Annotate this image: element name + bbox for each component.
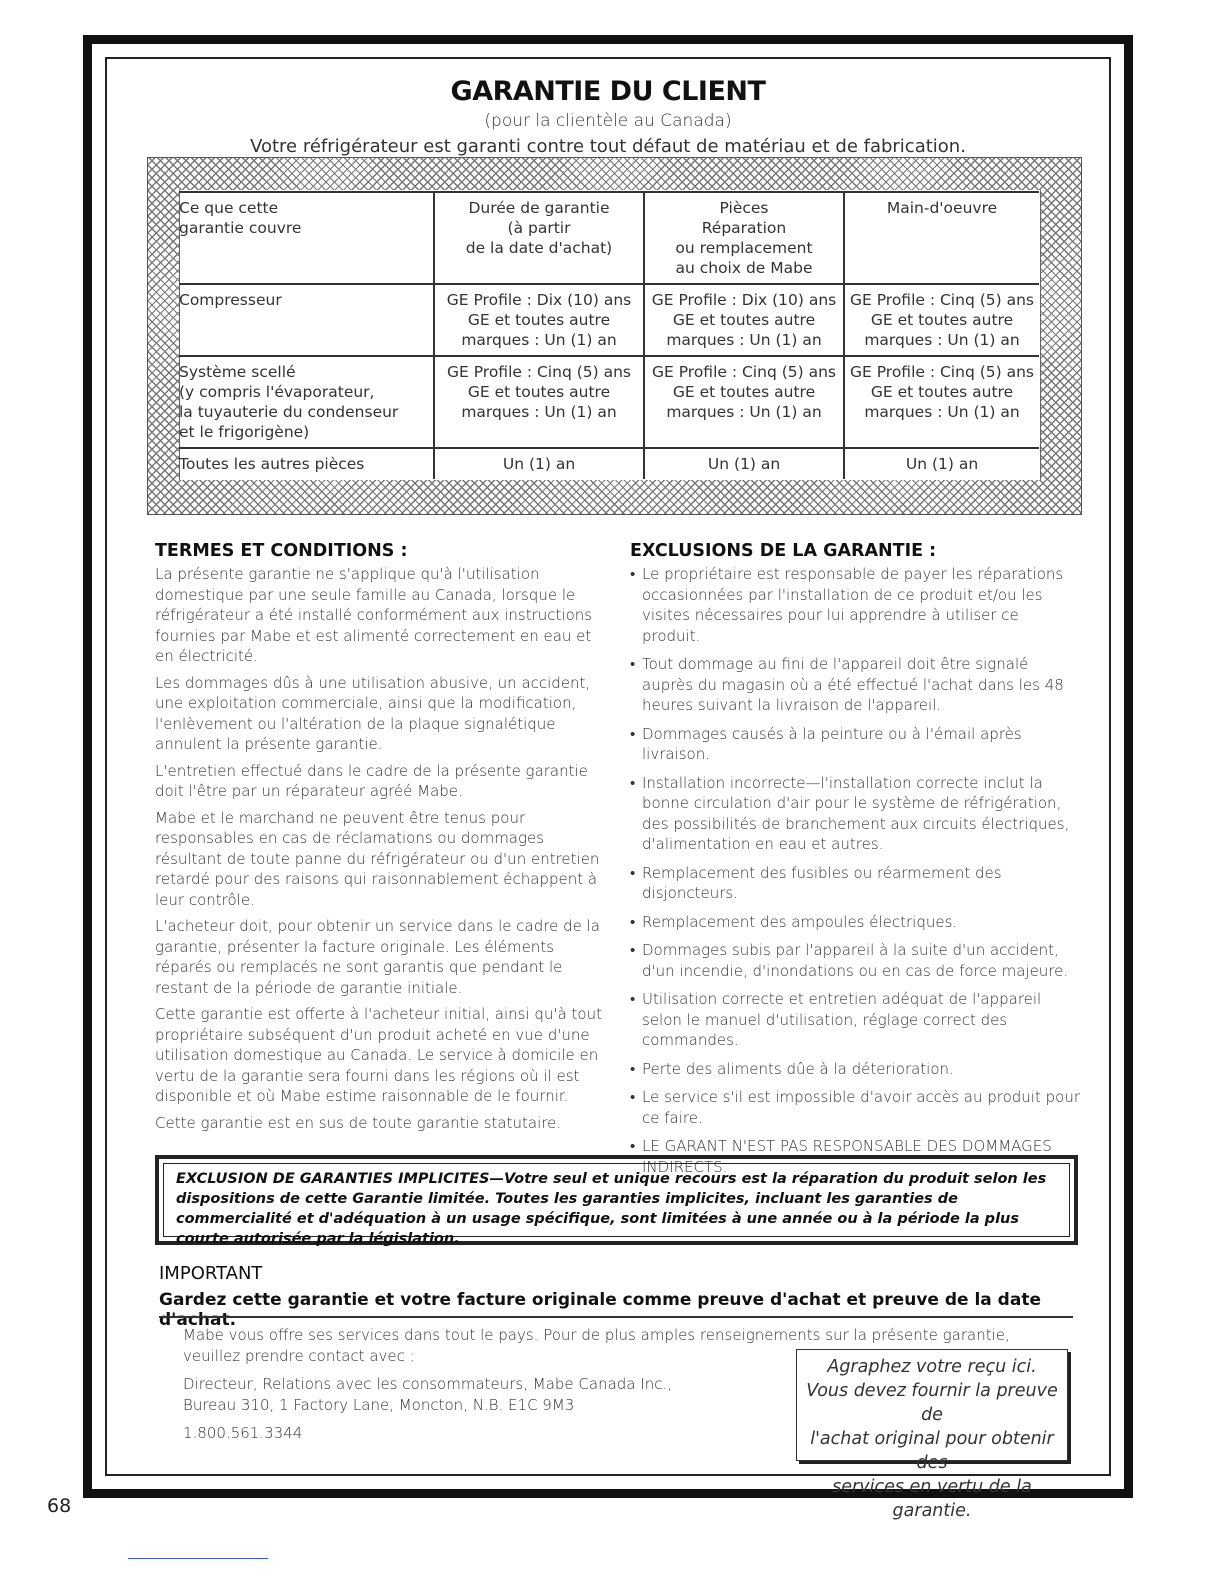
- table-row: [179, 448, 1039, 479]
- list-item: • LE GARANT N'EST PAS RESPONSABLE DES DOMMAGES INDIRECTS.: [630, 1136, 1080, 1177]
- list-item: • Remplacement des fusibles ou réarmement des disjoncteurs.: [630, 863, 1080, 904]
- table-cell: Un (1) an: [434, 448, 644, 479]
- contact-address-line1: Directeur, Relations avec les consommateurs, Mabe Canada Inc.,: [183, 1375, 672, 1393]
- terms-paragraph: L'entretien effectué dans le cadre de la présente garantie doit l'être par un réparateur agréé Mabe.: [155, 761, 588, 800]
- exclusions-section: [630, 564, 1080, 1185]
- receipt-box: Agraphez votre reçu ici. Vous devez fournir la preuve de l'achat original pour obtenir des services en vertu de la garantie.: [796, 1349, 1068, 1461]
- contact-phone: 1.800.561.3344: [183, 1424, 303, 1442]
- header-cell: Main-d'oeuvre: [844, 192, 1039, 284]
- implied-warranty-text: EXCLUSION DE GARANTIES IMPLICITES—Votre seul et unique recours est la réparation du produit selon les dispositions de cette Garantie limitée. Toutes les garanties implicites, incluant les garanties de commercialité et d'adéquation à un usage spécifique, sont limitées à une année ou à la période la plus courte autorisée par la législation.: [163, 1163, 1070, 1237]
- terms-section: [155, 564, 610, 1139]
- warranty-frame: [83, 35, 1133, 1521]
- list-item: • Dommages subis par l'appareil à la suite d'un accident, d'un incendie, d'inondations ou en cas de force majeure.: [630, 940, 1080, 981]
- warranty-inner-frame: [105, 57, 1111, 1521]
- table-cell: GE Profile : Dix (10) ans GE et toutes autre marques : Un (1) an: [644, 284, 844, 356]
- table-cell: Un (1) an: [844, 448, 1039, 479]
- divider: [159, 1316, 1073, 1318]
- table-cell: Un (1) an: [644, 448, 844, 479]
- table-cell: Toutes les autres pièces: [179, 448, 434, 479]
- terms-heading: TERMES ET CONDITIONS :: [155, 541, 408, 561]
- header-cell: Durée de garantie (à partir de la date d'achat): [434, 192, 644, 284]
- divider: [128, 1558, 268, 1559]
- list-item: • Utilisation correcte et entretien adéquat de l'appareil selon le manuel d'utilisation, réglage correct des commandes.: [630, 989, 1080, 1051]
- list-item: • Le service s'il est impossible d'avoir accès au produit pour ce faire.: [630, 1087, 1080, 1128]
- implied-warranty-box: [155, 1155, 1078, 1245]
- table-row: [179, 284, 1039, 356]
- terms-paragraph: Cette garantie est en sus de toute garantie statutaire.: [155, 1113, 562, 1132]
- table-cell: GE Profile : Cinq (5) ans GE et toutes autre marques : Un (1) an: [844, 284, 1039, 356]
- coverage-table: [179, 191, 1039, 479]
- contact-address-line2: Bureau 310, 1 Factory Lane, Moncton, N.B. E1C 9M3: [183, 1395, 575, 1414]
- table-cell: Compresseur: [179, 284, 434, 356]
- list-item: • Remplacement des ampoules électriques.: [630, 912, 1080, 933]
- page-tagline: Votre réfrigérateur est garanti contre tout défaut de matériau et de fabrication.: [250, 136, 966, 157]
- table-header-row: [179, 192, 1039, 284]
- page-title: GARANTIE DU CLIENT: [450, 76, 766, 107]
- exclusions-list: [630, 564, 1080, 1177]
- table-cell: GE Profile : Cinq (5) ans GE et toutes autre marques : Un (1) an: [644, 356, 844, 448]
- table-cell: Système scellé (y compris l'évaporateur, la tuyauterie du condenseur et le frigorigène): [179, 356, 434, 448]
- terms-paragraph: Mabe et le marchand ne peuvent être tenus pour responsables en cas de réclamations ou dommages résultant de toute panne du réfrigérateur ou d'un entretien retardé pour des raisons qui raisonnablement échappent à leur contrôle.: [155, 808, 600, 909]
- important-heading: IMPORTANT: [159, 1263, 263, 1284]
- page-subtitle: (pour la clientèle au Canada): [484, 111, 732, 131]
- terms-paragraph: La présente garantie ne s'applique qu'à l'utilisation domestique par une seule famille au Canada, lorsque le réfrigérateur a été installé conformément aux instructions fournies par Mabe et est alimenté correctement en eau et en électricité.: [155, 565, 593, 665]
- table-cell: GE Profile : Cinq (5) ans GE et toutes autre marques : Un (1) an: [434, 356, 644, 448]
- terms-paragraph: L'acheteur doit, pour obtenir un service dans le cadre de la garantie, présenter la facture originale. Les éléments réparés ou remplacés ne sont garantis que pendant le restant de la période de garantie initiale.: [155, 917, 600, 997]
- list-item: • Tout dommage au fini de l'appareil doit être signalé auprès du magasin où a été effectué l'achat dans les 48 heures suivant la livraison de l'appareil.: [630, 654, 1080, 716]
- list-item: • Dommages causés à la peinture ou à l'émail après livraison.: [630, 724, 1080, 765]
- contact-offer: Mabe vous offre ses services dans tout le pays. Pour de plus amples renseignements sur la présente garantie, veuillez prendre contact avec :: [183, 1326, 1010, 1365]
- list-item: • Installation incorrecte—l'installation correcte inclut la bonne circulation d'air pour le système de réfrigération, des possibilités de branchement aux circuits électriques, d'alimentation en eau et autres.: [630, 773, 1080, 855]
- table-cell: GE Profile : Dix (10) ans GE et toutes autre marques : Un (1) an: [434, 284, 644, 356]
- page-number: 68: [47, 1495, 72, 1517]
- terms-paragraph: Les dommages dûs à une utilisation abusive, un accident, une exploitation commerciale, ainsi que la modification, l'enlèvement ou l'altération de la plaque signalétique annulent la présente garantie.: [155, 673, 591, 753]
- table-cell: GE Profile : Cinq (5) ans GE et toutes autre marques : Un (1) an: [844, 356, 1039, 448]
- exclusions-heading: EXCLUSIONS DE LA GARANTIE :: [630, 541, 937, 561]
- header-cell: Pièces Réparation ou remplacement au choix de Mabe: [644, 192, 844, 284]
- important-keep-notice: Gardez cette garantie et votre facture originale comme preuve d'achat et preuve de la date d'achat.: [159, 1290, 1041, 1330]
- list-item: • Perte des aliments dûe à la déterioration.: [630, 1059, 1080, 1080]
- header-cell: Ce que cette garantie couvre: [179, 192, 434, 284]
- terms-paragraph: Cette garantie est offerte à l'acheteur initial, ainsi qu'à tout propriétaire subséquent d'un produit acheté en vue d'une utilisation domestique au Canada. Le service à domicile en vertu de la garantie sera fourni dans les régions où il est disponible et où Mabe estime raisonnable de le fournir.: [155, 1005, 602, 1105]
- list-item: • Le propriétaire est responsable de payer les réparations occasionnées par l'installation de ce produit et/ou les visites nécessaires pour lui apprendre à utiliser ce produit.: [630, 564, 1080, 646]
- table-row: [179, 356, 1039, 448]
